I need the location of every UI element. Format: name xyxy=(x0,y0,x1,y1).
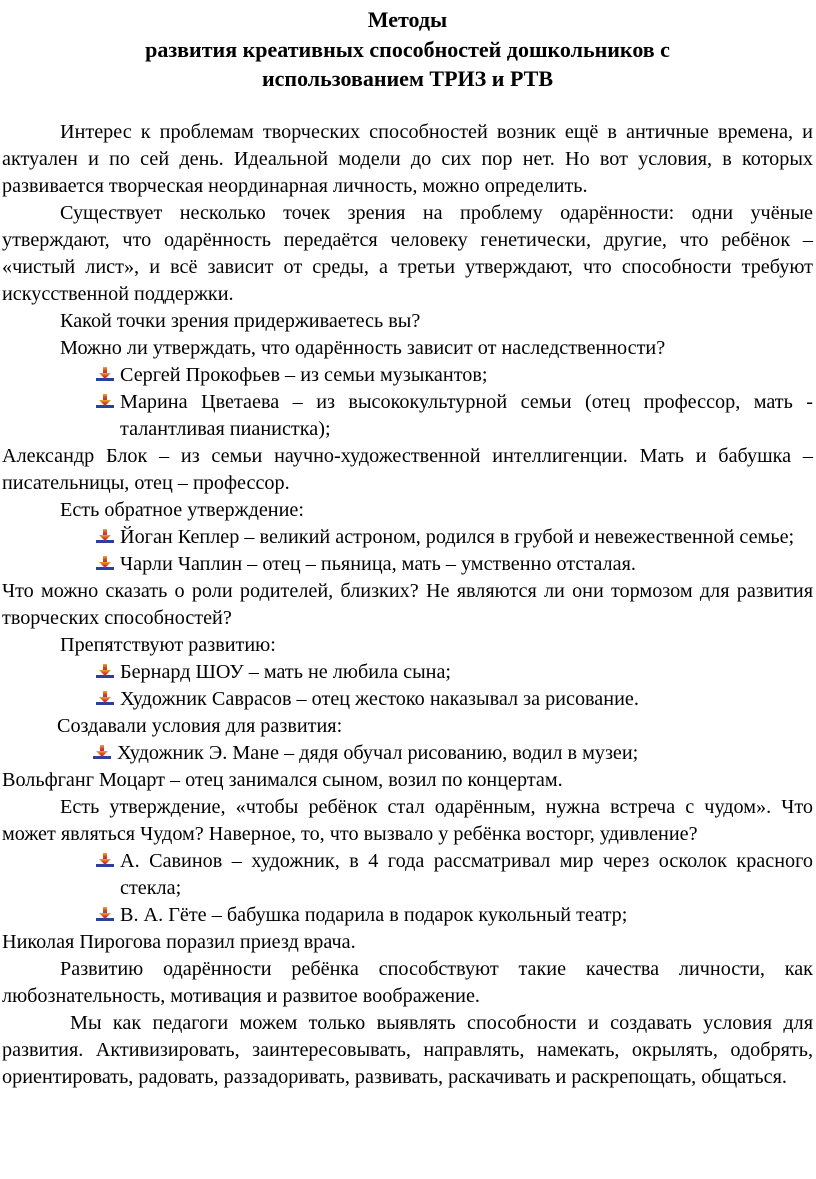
conditions-list xyxy=(2,740,813,767)
document-body xyxy=(2,119,813,1091)
list-item xyxy=(120,362,813,389)
paragraph-viewpoints: Существует несколько точек зрения на проблему одарённости: одни учёные утверждают, что одарённость передаётся человеку генетически, другие, что ребёнок – «чистый лист», и всё зависит от среды, а третьи утверждают, что способности требуют искусственной поддержки. xyxy=(2,201,813,305)
list-item xyxy=(120,686,813,713)
list-item xyxy=(120,848,813,902)
paragraph-interest: Интерес к проблемам творческих способностей возник ещё в античные времена, и актуален и по сей день. Идеальной модели до сих пор нет. Но вот условия, в которых развивается творческая неординарная личность, можно определить. xyxy=(2,120,813,197)
paragraph-obstacles: Препятствуют развитию: xyxy=(60,633,276,656)
arrow-down-bullet-icon xyxy=(96,907,114,923)
list-item-text: Чарли Чаплин – отец – пьяница, мать – умственно отсталая. xyxy=(120,552,636,575)
list-item xyxy=(120,551,813,578)
list-item-text: Йоган Кеплер – великий астроном, родился в грубой и невежественной семье; xyxy=(120,525,795,548)
list-item-text: Художник Саврасов – отец жестоко наказывал за рисование. xyxy=(120,687,639,710)
arrow-down-bullet-icon xyxy=(93,745,111,761)
list-item-text: Бернард ШОУ – мать не любила сына; xyxy=(120,660,452,683)
paragraph-mozart: Вольфганг Моцарт – отец занимался сыном, возил по концертам. xyxy=(2,768,563,791)
question-viewpoint: Какой точки зрения придерживаетесь вы? xyxy=(60,309,421,332)
arrow-down-bullet-icon xyxy=(96,394,114,410)
paragraph-qualities: Развитию одарённости ребёнка способствуют такие качества личности, как любознательность, мотивация и развитое воображение. xyxy=(2,957,813,1007)
arrow-down-bullet-icon xyxy=(96,556,114,572)
list-item xyxy=(120,659,813,686)
title-line-1: Методы xyxy=(367,7,448,32)
reverse-examples-list xyxy=(2,524,813,578)
arrow-down-bullet-icon xyxy=(96,691,114,707)
paragraph-conditions: Создавали условия для развития: xyxy=(57,714,343,737)
document-title xyxy=(2,5,813,94)
paragraph-miracle: Есть утверждение, «чтобы ребёнок стал одарённым, нужна встреча с чудом». Что может являться Чудом? Наверное, то, что вызвало у ребёнка восторг, удивление? xyxy=(2,795,813,845)
title-line-3: использованием ТРИЗ и РТВ xyxy=(261,66,554,91)
paragraph-pirogov: Николая Пирогова поразил приезд врача. xyxy=(2,930,356,953)
list-item-text: Марина Цветаева – из высококультурной семьи (отец профессор, мать - талантливая пианистка); xyxy=(120,390,813,440)
title-line-2: развития креативных способностей дошкольников с xyxy=(145,36,670,62)
list-item xyxy=(117,740,813,767)
heredity-examples-list xyxy=(2,362,813,443)
list-item-text: В. А. Гёте – бабушка подарила в подарок кукольный театр; xyxy=(120,903,628,926)
list-item-text: Сергей Прокофьев – из семьи музыкантов; xyxy=(120,363,488,386)
list-item xyxy=(120,524,813,551)
miracle-examples-list xyxy=(2,848,813,929)
paragraph-blok: Александр Блок – из семьи научно-художественной интеллигенции. Мать и бабушка – писательницы, отец – профессор. xyxy=(2,444,813,494)
arrow-down-bullet-icon xyxy=(96,664,114,680)
arrow-down-bullet-icon xyxy=(96,529,114,545)
list-item xyxy=(120,389,813,443)
obstacles-list xyxy=(2,659,813,713)
list-item-text: А. Савинов – художник, в 4 года рассматривал мир через осколок красного стекла; xyxy=(120,849,813,899)
paragraph-reverse-claim: Есть обратное утверждение: xyxy=(60,498,304,521)
paragraph-parents-role: Что можно сказать о роли родителей, близких? Не являются ли они тормозом для развития творческих способностей? xyxy=(2,579,813,629)
paragraph-teachers: Мы как педагоги можем только выявлять способности и создавать условия для развития. Активизировать, заинтересовывать, направлять, намекать, окрылять, одобрять, ориентировать, радовать, раззадоривать, развивать, раскачивать и раскрепощать, общаться. xyxy=(2,1011,813,1088)
arrow-down-bullet-icon xyxy=(96,367,114,383)
arrow-down-bullet-icon xyxy=(96,853,114,869)
list-item-text: Художник Э. Мане – дядя обучал рисованию, водил в музеи; xyxy=(117,741,639,764)
question-heredity: Можно ли утверждать, что одарённость зависит от наследственности? xyxy=(60,336,666,359)
list-item xyxy=(120,902,813,929)
document-page xyxy=(2,0,813,1091)
